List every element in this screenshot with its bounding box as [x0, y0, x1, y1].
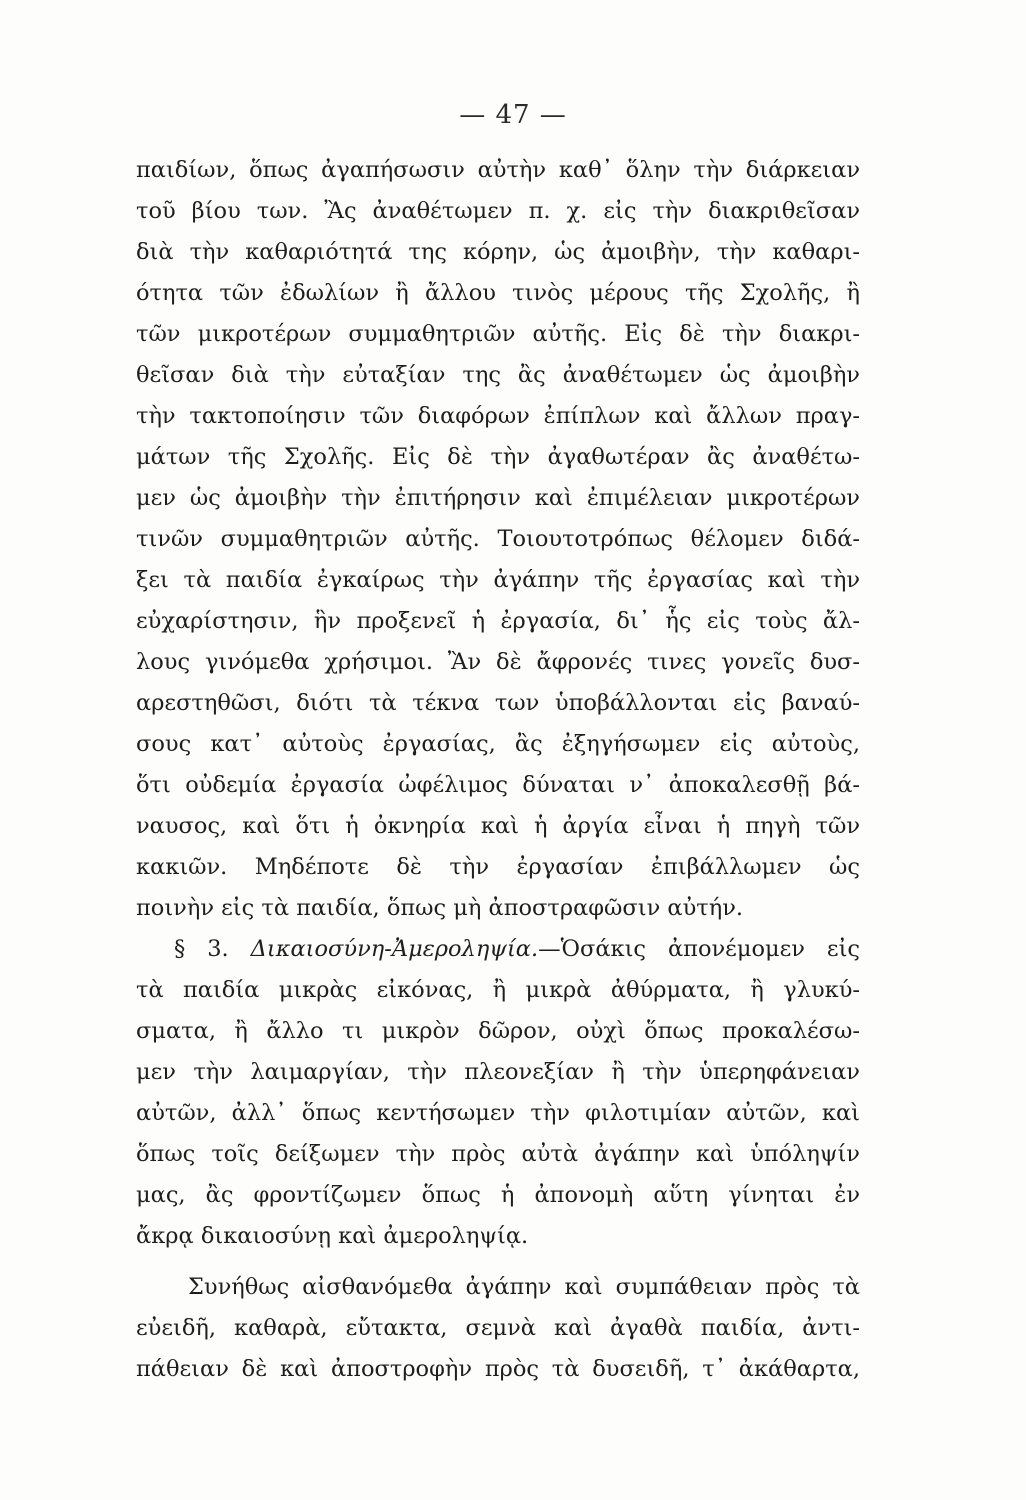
text-line: αρεστηθῶσι, διότι τὰ τέκνα των ὑποβάλλονται εἰς βαναύ-: [136, 690, 860, 716]
paragraph-work: [136, 150, 860, 929]
text-line: τῶν μικροτέρων συμμαθητριῶν αὐτῆς. Εἰς δὲ τὴν διακρι-: [136, 321, 860, 347]
text-line: Ὁσάκις ἀπονέμομεν εἰς: [560, 936, 860, 962]
text-line: μεν τὴν λαιμαργίαν, τὴν πλεονεξίαν ἢ τὴν ὑπερηφάνειαν: [136, 1059, 860, 1085]
text-line: ποινὴν εἰς τὰ παιδία, ὅπως μὴ ἀποστραφῶσιν αὐτήν.: [136, 895, 744, 921]
text-line: ότητα τῶν ἐδωλίων ἢ ἄλλου τινὸς μέρους τῆς Σχολῆς, ἢ: [136, 280, 860, 306]
section-title: Δικαιοσύνη-Ἀμεροληψία.: [250, 936, 539, 962]
text-line: μεν ὡς ἀμοιβὴν τὴν ἐπιτήρησιν καὶ ἐπιμέλειαν μικροτέρων: [136, 485, 860, 511]
text-line: κακιῶν. Μηδέποτε δὲ τὴν ἐργασίαν ἐπιβάλλωμεν ὡς: [136, 854, 860, 880]
text-line: παιδίων, ὅπως ἀγαπήσωσιν αὐτὴν καθ᾽ ὅλην τὴν διάρκειαν: [136, 157, 860, 183]
page-number: — 47 —: [459, 100, 567, 130]
text-line: ὅπως τοῖς δείξωμεν τὴν πρὸς αὐτὰ ἀγάπην καὶ ὑπόληψίν: [136, 1141, 860, 1167]
paragraph-sympathy: [136, 1267, 860, 1390]
text-line: τινῶν συμμαθητριῶν αὐτῆς. Τοιουτοτρόπως θέλομεν διδά-: [136, 526, 860, 552]
section-mark: § 3.: [174, 936, 229, 962]
text-line: ὅτι οὐδεμία ἐργασία ὠφέλιμος δύναται ν᾽ ἀποκαλεσθῇ βά-: [136, 772, 860, 798]
section-heading-line: [136, 929, 860, 970]
text-line: ξει τὰ παιδία ἐγκαίρως τὴν ἀγάπην τῆς ἐργασίας καὶ τὴν: [136, 567, 860, 593]
text-line: τοῦ βίου των. Ἂς ἀναθέτωμεν π. χ. εἰς τὴν διακριθεῖσαν: [136, 198, 860, 224]
text-line: τὴν τακτοποίησιν τῶν διαφόρων ἐπίπλων καὶ ἄλλων πραγ-: [136, 403, 860, 429]
text-line: μας, ἂς φροντίζωμεν ὅπως ἡ ἀπονομὴ αὕτη γίνηται ἐν: [136, 1182, 860, 1208]
text-line: τὰ παιδία μικρὰς εἰκόνας, ἢ μικρὰ ἀθύρματα, ἢ γλυκύ-: [136, 977, 860, 1003]
text-line: ἄκρᾳ δικαιοσύνῃ καὶ ἀμεροληψίᾳ.: [136, 1223, 529, 1249]
section-justice: [136, 929, 860, 1257]
text-line: εὐειδῆ, καθαρὰ, εὔτακτα, σεμνὰ καὶ ἀγαθὰ παιδία, ἀντι-: [136, 1315, 860, 1341]
text-line: θεῖσαν διὰ τὴν εὐταξίαν της ἂς ἀναθέτωμεν ὡς ἀμοιβὴν: [136, 362, 860, 388]
body-text: [136, 150, 860, 1390]
text-line: σματα, ἢ ἄλλο τι μικρὸν δῶρον, οὐχὶ ὅπως προκαλέσω-: [136, 1018, 860, 1044]
text-line: αὐτῶν, ἀλλ᾽ ὅπως κεντήσωμεν τὴν φιλοτιμίαν αὐτῶν, καὶ: [136, 1100, 860, 1126]
text-line: πάθειαν δὲ καὶ ἀποστροφὴν πρὸς τὰ δυσειδῆ, τ᾽ ἀκάθαρτα,: [136, 1356, 860, 1382]
text-line: λους γινόμεθα χρήσιμοι. Ἂν δὲ ἄφρονές τινες γονεῖς δυσ-: [136, 649, 860, 675]
text-line: εὐχαρίστησιν, ἣν προξενεῖ ἡ ἐργασία, δι᾽ ἧς εἰς τοὺς ἄλ-: [136, 608, 860, 634]
text-line: μάτων τῆς Σχολῆς. Εἰς δὲ τὴν ἀγαθωτέραν ἂς ἀναθέτω-: [136, 444, 860, 470]
text-line: Συνήθως αἰσθανόμεθα ἀγάπην καὶ συμπάθειαν πρὸς τὰ: [188, 1274, 860, 1300]
section-dash: —: [538, 936, 561, 962]
text-line: σους κατ᾽ αὐτοὺς ἐργασίας, ἂς ἐξηγήσωμεν εἰς αὐτοὺς,: [136, 731, 860, 757]
text-line: διὰ τὴν καθαριότητά της κόρην, ὡς ἀμοιβὴν, τὴν καθαρι-: [136, 239, 860, 265]
text-line: ναυσος, καὶ ὅτι ἡ ὀκνηρία καὶ ἡ ἀργία εἶναι ἡ πηγὴ τῶν: [136, 813, 860, 839]
